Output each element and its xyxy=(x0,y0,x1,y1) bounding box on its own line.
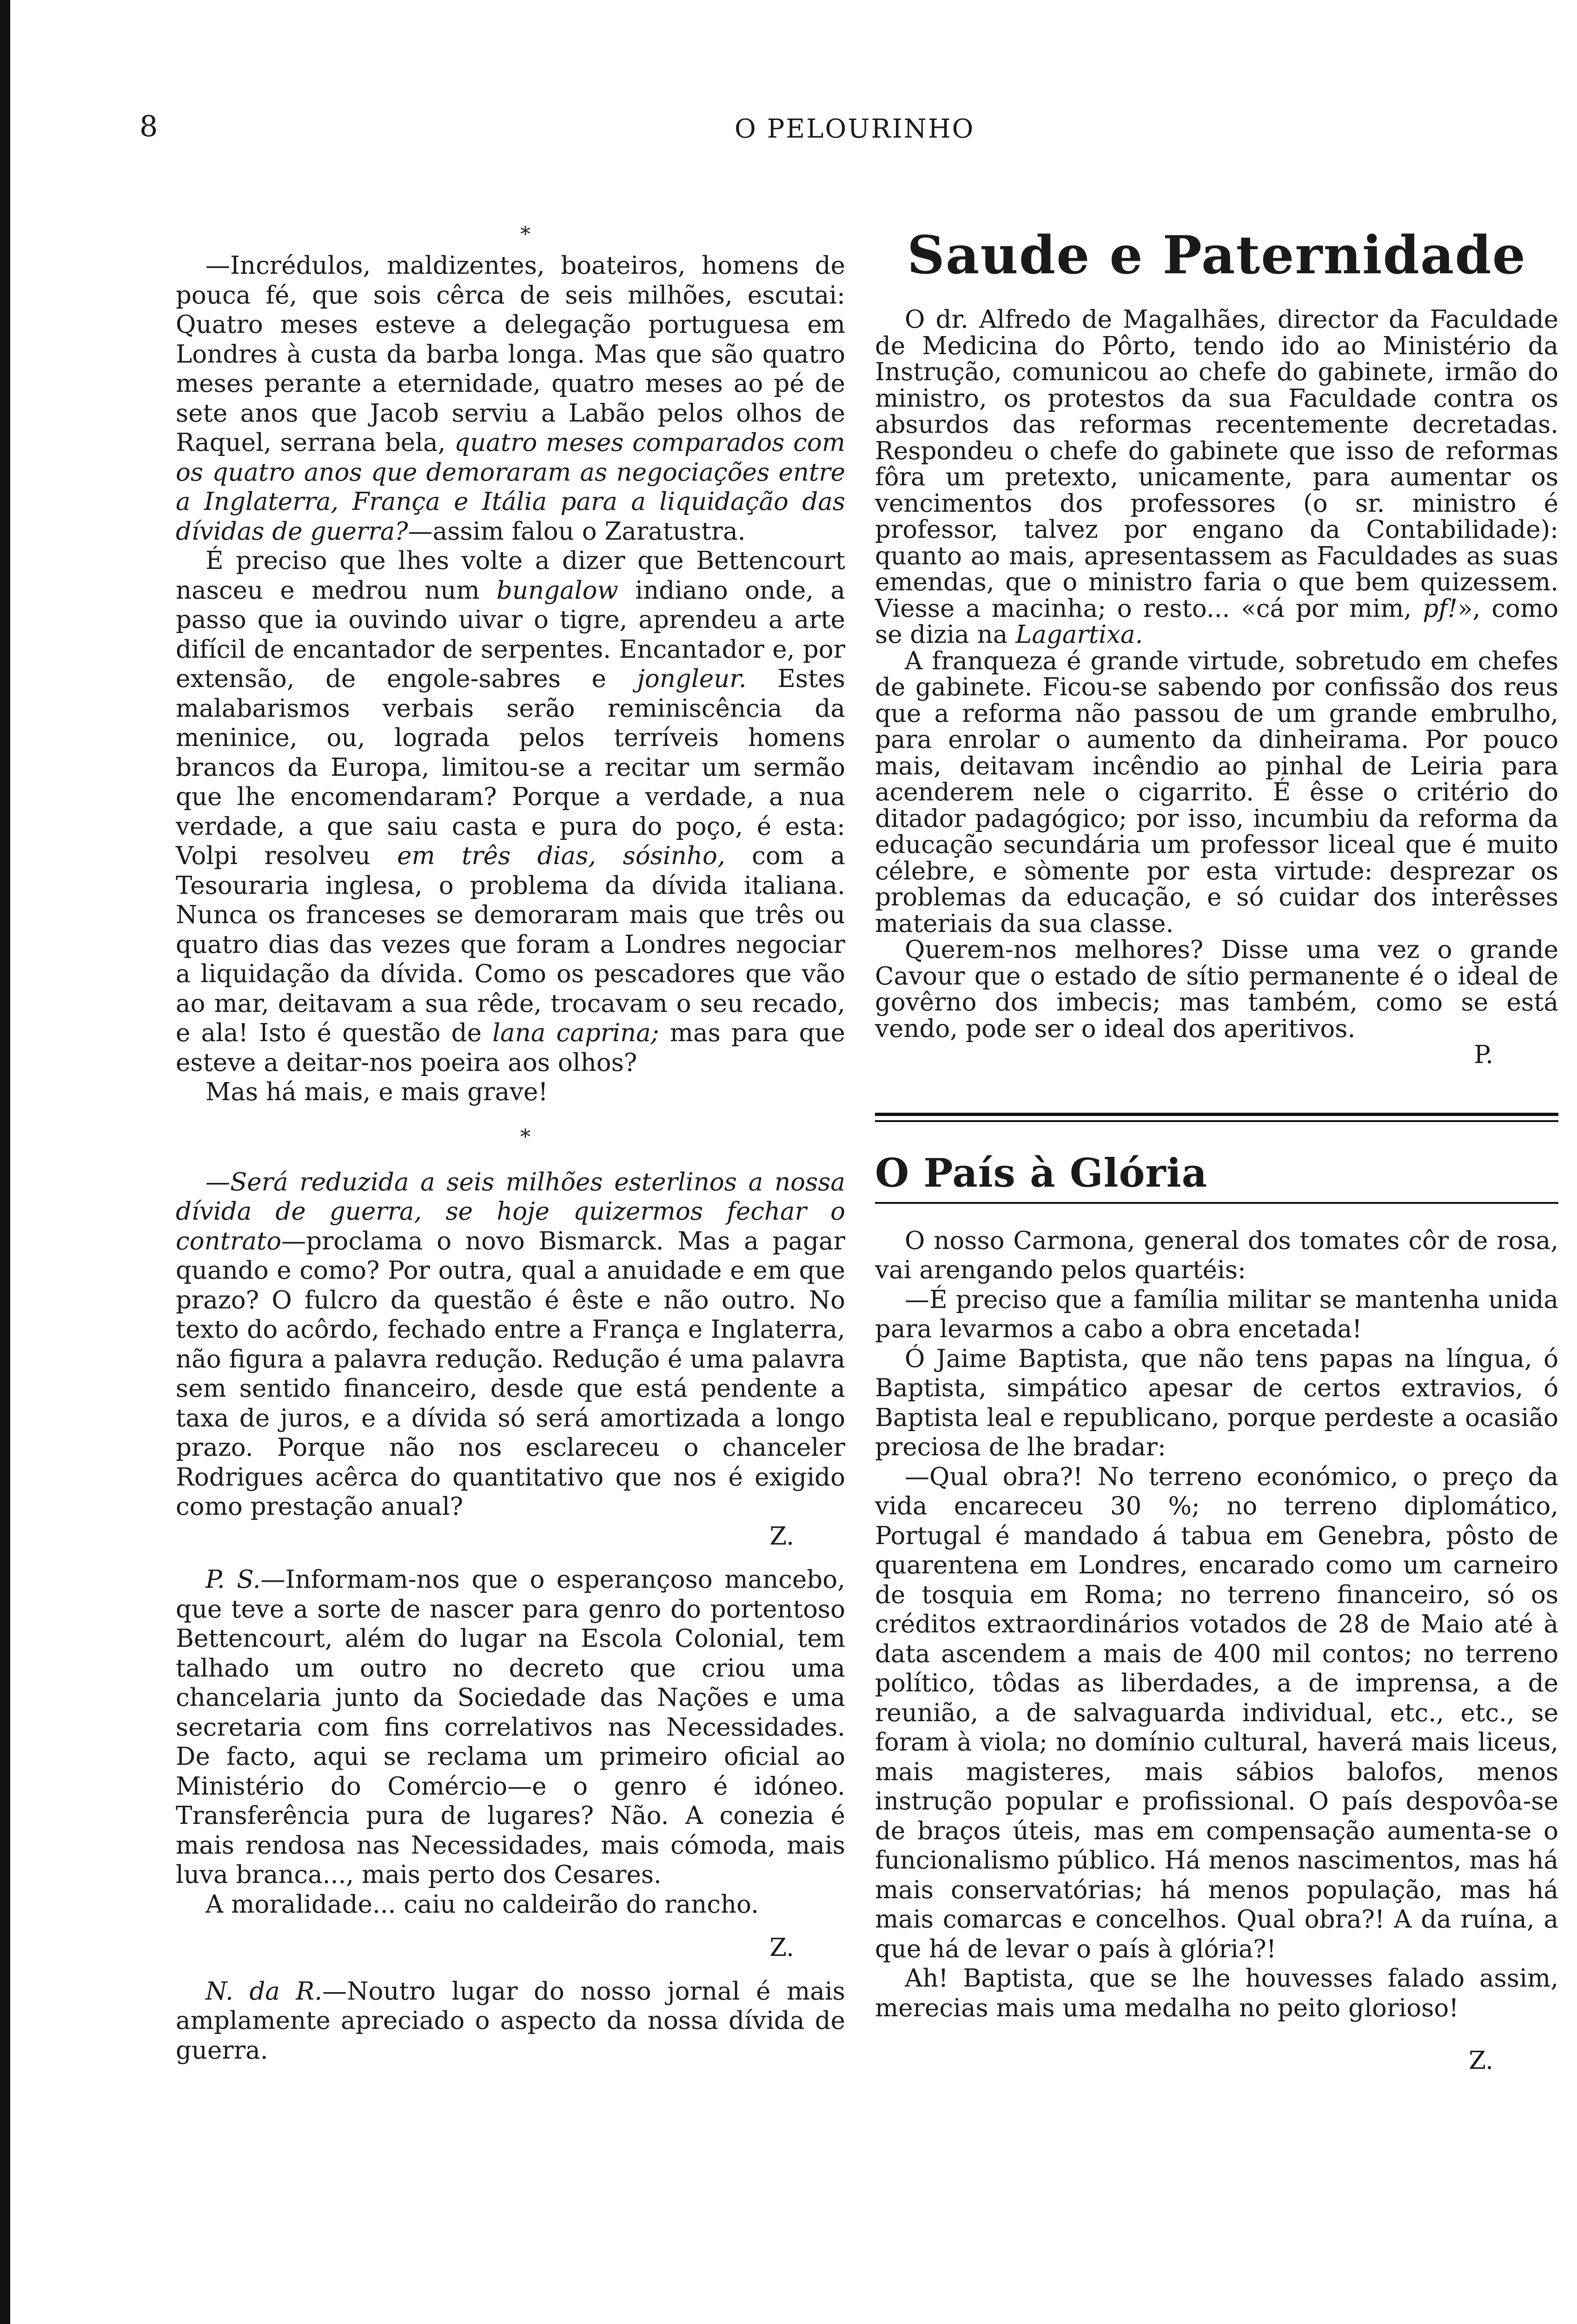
paragraph-familia-militar: —É preciso que a família militar se mantenha unida para levarmos a cabo a obra encetada! xyxy=(875,1285,1558,1343)
paragraph-incredulos: —Incrédulos, maldizentes, boateiros, homens de pouca fé, que sois cêrca de seis milhões, escutai: Quatro meses esteve a delegação portuguesa em Londres à custa da barba longa. Mas que são quatro meses perante a eternidade, quatro meses ao pé de sete anos que Jacob serviu a Labão pelos olhos de Raquel, serrana bela, quatro meses comparados com os quatro anos que demoraram as negociações entre a Inglaterra, França e Itália para a liquidação das dívidas de guerra?—assim falou o Zaratustra. xyxy=(176,251,845,546)
paragraph-franqueza: A franqueza é grande virtude, sobretudo em chefes de gabinete. Ficou-se sabendo por confissão dos reus que a reforma não passou de um grande embrulho, para enrolar o aumento da dinheirama. Por pouco mais, deitavam incêndio ao pinhal de Leiria para acenderem nele o cigarrito. É êsse o critério do ditador padagógico; por isso, incumbiu da reforma da educação secundária um professor liceal que é muito célebre, e sòmente por esta virtude: desprezar os problemas da educação, e só cuidar dos interêsses materiais da sua classe. xyxy=(875,647,1558,938)
paragraph-post-scriptum: P. S.—Informam-nos que o esperançoso mancebo, que teve a sorte de nascer para genro do portentoso Bettencourt, além do lugar na Escola Colonial, tem talhado um outro no decreto que criou uma chancelaria junto da Sociedade das Nações e uma secretaria com fins correlativos nas Necessidades. De facto, aqui se reclama um primeiro oficial ao Ministério do Comércio—e o genro é idóneo. Transferência pura de lugares? Não. A conezia é mais rendosa nas Necessidades, mais cómoda, mais luva branca..., mais perto dos Cesares. xyxy=(176,1565,845,1889)
paragraph-qual-obra: —Qual obra?! No terreno económico, o preço da vida encareceu 30 %; no terreno diplomático, Portugal é mandado á tabua em Genebra, pôsto de quarentena em Londres, encarado como um carneiro de tosquia em Roma; no terreno financeiro, só os créditos extraordinários votados de 28 de Maio até à data ascendem a mais de 400 mil contos; no terreno político, tôdas as liberdades, a de imprensa, a de reunião, a de salvaguarda individual, etc., etc., se foram à viola; no domínio cultural, haverá mais liceus, mais magisteres, mais sábios balofos, menos instrução popular e profissional. O país despovôa-se de braços úteis, mas em compensação aumenta-se o funcionalismo público. Há menos nascimentos, mas há mais conservatórias; há menos população, mas há mais comarcas e concelhos. Qual obra?! A da ruína, a que há de levar o país à glória?! xyxy=(875,1462,1558,1963)
section-star: * xyxy=(520,1125,530,1149)
paragraph-nota-redaccao: N. da R.—Noutro lugar do nosso jornal é mais amplamente apreciado o aspecto da nossa dívida de guerra. xyxy=(176,1977,845,2065)
left-column xyxy=(176,218,845,2065)
title-underline xyxy=(875,1202,1558,1204)
paragraph-magalhaes: O dr. Alfredo de Magalhães, director da Faculdade de Medicina do Pôrto, tendo ido ao Ministério da Instrução, comunicou ao chefe do gabinete, irmão do ministro, os protestos da sua Faculdade contra os absurdos das reformas recentemente decretadas. Respondeu o chefe do gabinete que isso de reformas fôra um pretexto, unicamente, para aumentar os vencimentos dos professores (o sr. ministro é professor, talvez por engano da Contabilidade): quanto ao mais, apresentassem as Faculdades as suas emendas, que o ministro faria o que bem quizessem. Viesse a macinha; o resto... «cá por mim, pf!», como se dizia na Lagartixa. xyxy=(875,305,1558,649)
paragraph-moralidade: A moralidade... caiu no caldeirão do rancho. xyxy=(205,1890,759,1919)
right-column xyxy=(875,205,1558,2076)
article-title-saude: Saude e Paternidade xyxy=(907,225,1526,286)
paragraph-cavour: Querem-nos melhores? Disse uma vez o grande Cavour que o estado de sítio permanente é o ideal de govêrno dos imbecis; mas também, como se está vendo, pode ser o ideal dos aperitivos. xyxy=(875,936,1558,1043)
signature: Z. xyxy=(769,1934,794,1962)
double-rule-divider xyxy=(875,1113,1558,1122)
page-number: 8 xyxy=(139,109,158,143)
article-pais xyxy=(875,1226,1558,2076)
article-saude xyxy=(875,307,1558,1069)
paragraph-reducao: —Será reduzida a seis milhões esterlinos a nossa dívida de guerra, se hoje quizermos fechar o contrato—proclama o novo Bismarck. Mas a pagar quando e como? Por outra, qual a anuidade e em que prazo? O fulcro da questão é êste e não outro. No texto do acôrdo, fechado entre a França e Inglaterra, não figura a palavra redução. Redução é uma palavra sem sentido financeiro, desde que está pendente a taxa de juros, e a dívida só será amortizada a longo prazo. Porque não nos esclareceu o chanceler Rodrigues acêrca do quantitativo que nos é exigido como prestação anual? xyxy=(176,1168,846,1521)
signature: P. xyxy=(1474,1041,1493,1069)
signature: Z. xyxy=(1469,2047,1493,2075)
paragraph-bettencourt: É preciso que lhes volte a dizer que Bettencourt nasceu e medrou num bungalow indiano onde, a passo que ia ouvindo uivar o tigre, aprendeu a arte difícil de encantador de serpentes. Encantador e, por extensão, de engole-sabres e jongleur. Estes malabarismos verbais serão reminiscência da meninice, ou, lograda pelos terríveis homens brancos da Europa, limitou-se a recitar um sermão que lhe encomendaram? Porque a verdade, a nua verdade, a que saiu casta e pura do poço, é esta: Volpi resolveu em três dias, sósinho, com a Tesouraria inglesa, o problema da dívida italiana. Nunca os franceses se demoraram mais que três ou quatro dias das vezes que foram a Londres negociar a liquidação da dívida. Como os pescadores que vão ao mar, deitavam a sua rêde, trocavam o seu recado, e ala! Isto é questão de lana caprina; mas para que esteve a deitar-nos poeira aos olhos? xyxy=(176,547,845,1077)
left-margin-rule xyxy=(0,0,10,2324)
paragraph-medalha: Ah! Baptista, que se lhe houvesses falado assim, merecias mais uma medalha no peito glorioso! xyxy=(875,1964,1558,2022)
paragraph-mais-grave: Mas há mais, e mais grave! xyxy=(205,1078,548,1106)
paragraph-carmona: O nosso Carmona, general dos tomates côr de rosa, vai arengando pelos quartéis: xyxy=(875,1226,1558,1284)
running-title: O PELOURINHO xyxy=(735,114,975,144)
article-title-pais: O País à Glória xyxy=(875,1149,1208,1196)
signature: Z. xyxy=(769,1522,794,1551)
paragraph-jaime-baptista: Ó Jaime Baptista, que não tens papas na língua, ó Baptista, simpático apesar de certos extravios, ó Baptista leal e republicano, porque perdeste a ocasião preciosa de lhe bradar: xyxy=(875,1344,1558,1461)
section-star: * xyxy=(520,223,530,246)
